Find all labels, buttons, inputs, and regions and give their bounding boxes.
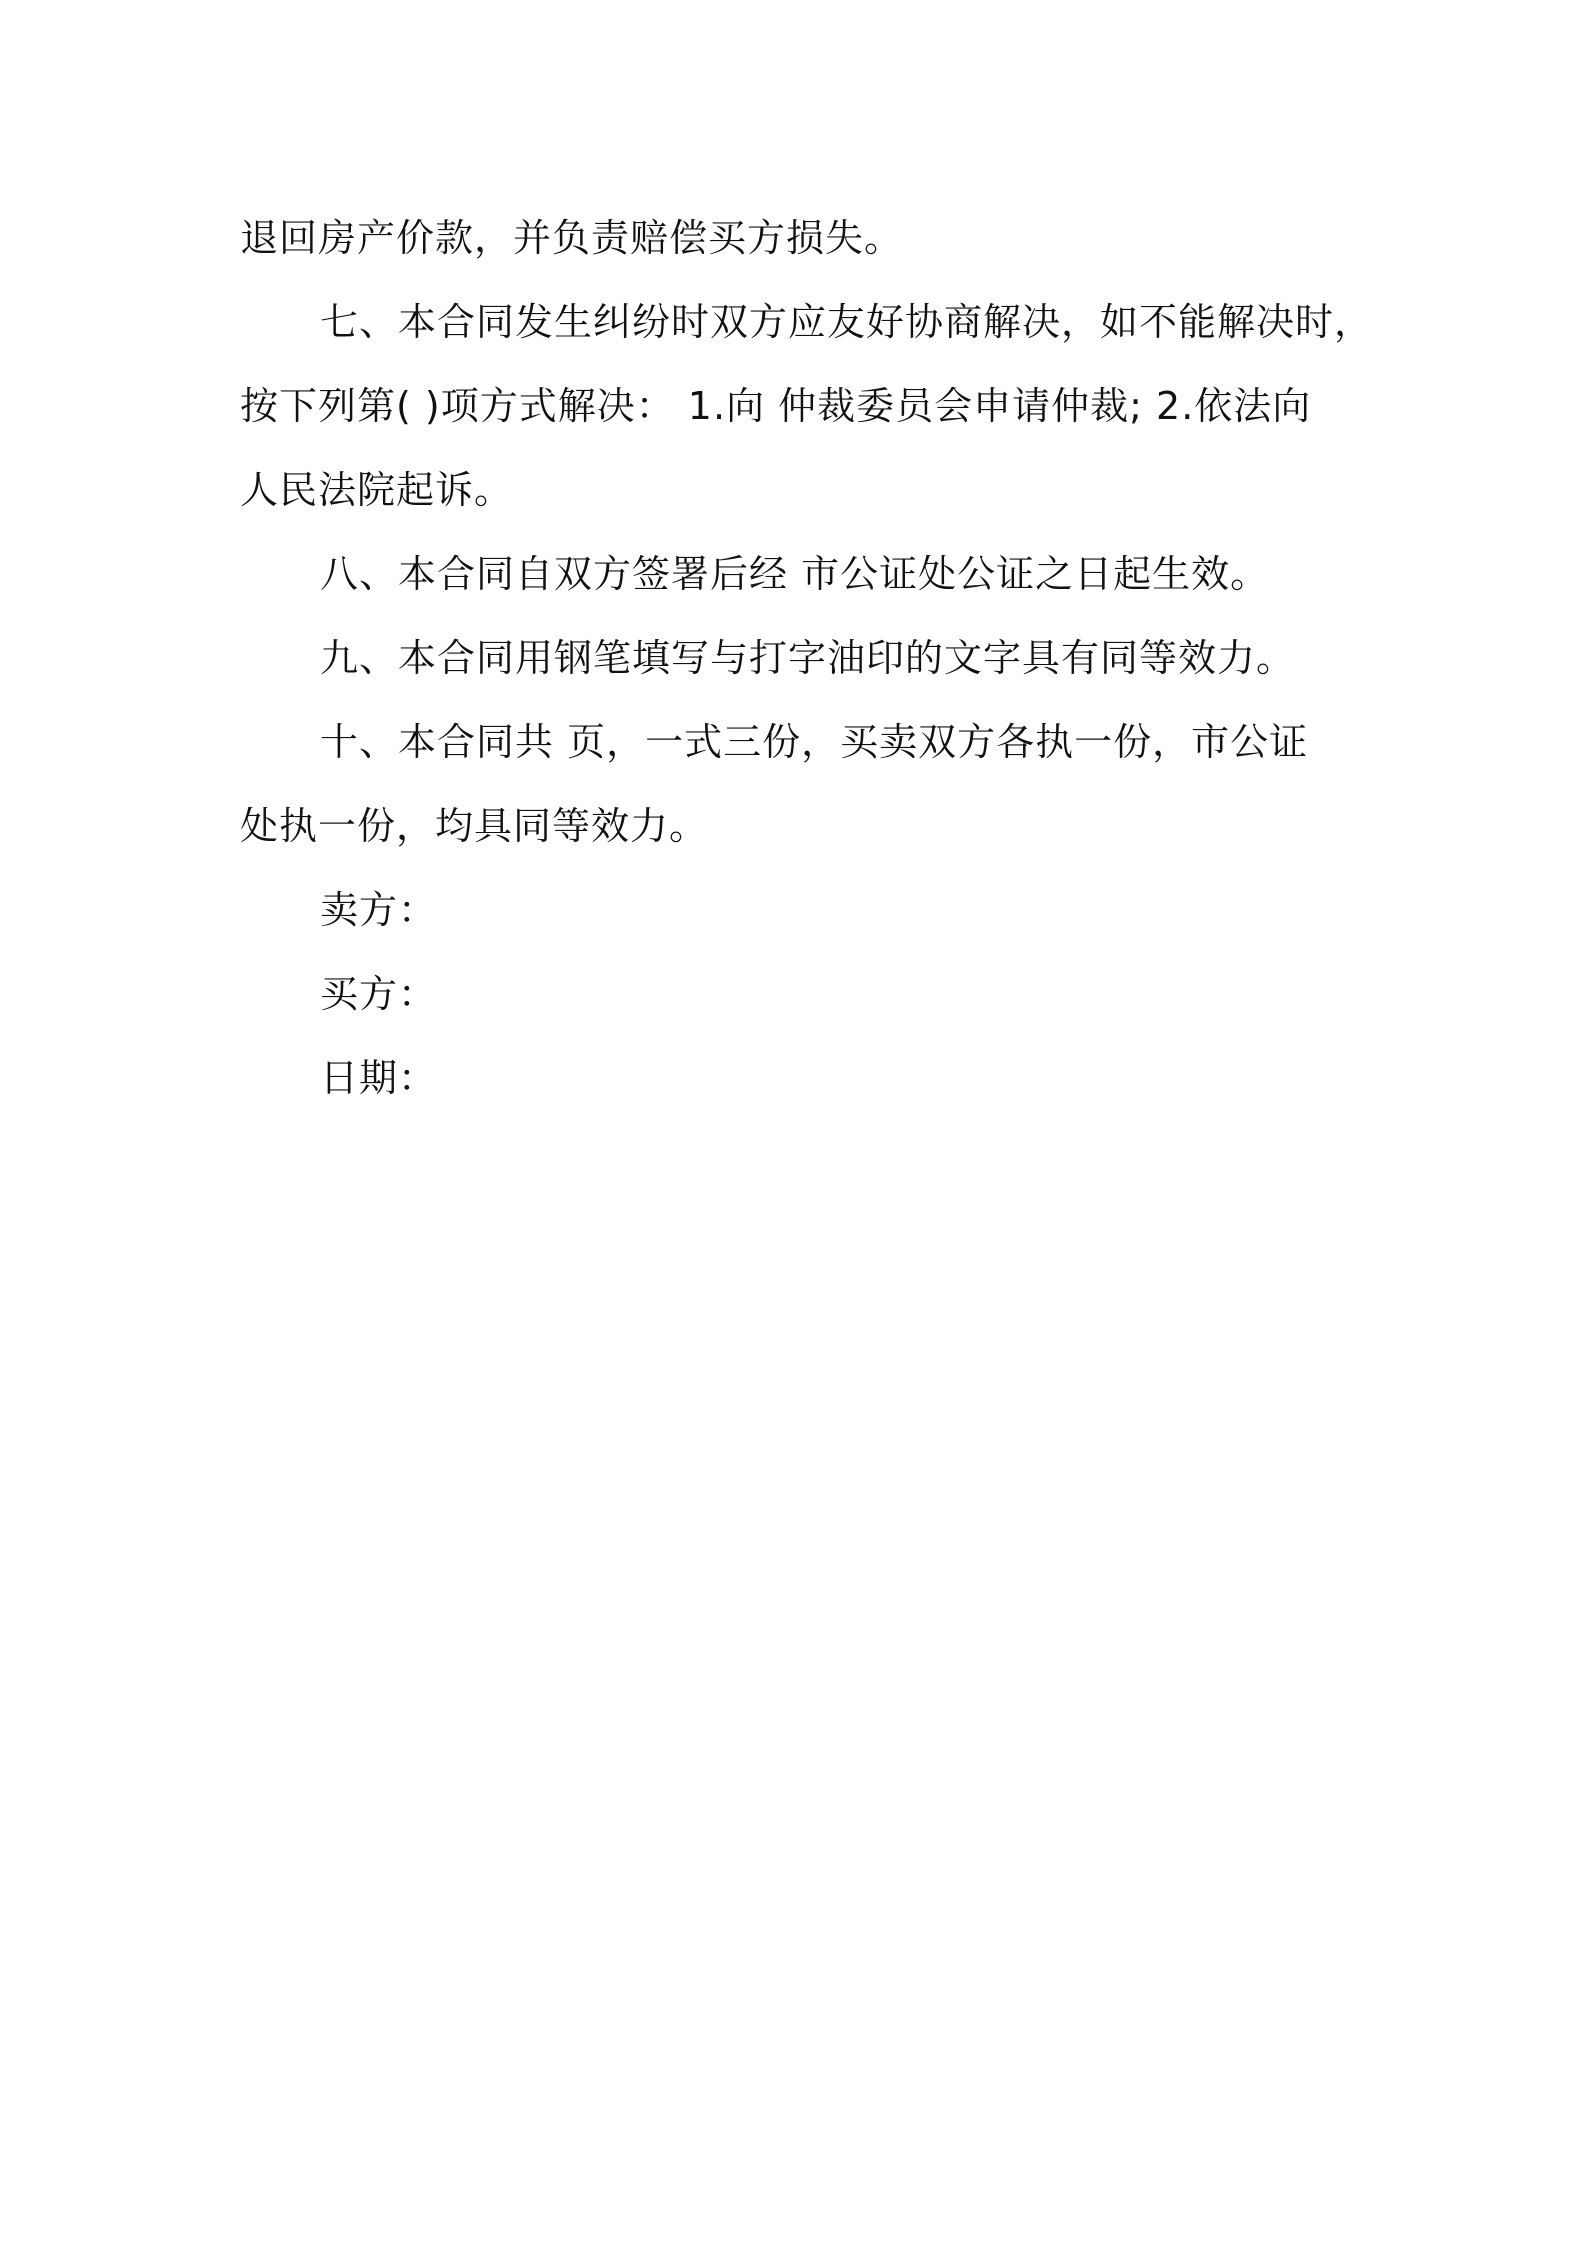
clause-7-line-2: 按下列第( )项方式解决： 1.向 仲裁委员会申请仲裁; 2.依法向	[240, 384, 1312, 428]
seller-signature-label: 卖方：	[320, 888, 438, 932]
date-label: 日期：	[320, 1056, 438, 1100]
clause-7-line-3: 人民法院起诉。	[240, 468, 514, 512]
document-body	[240, 196, 1374, 1120]
buyer-signature-label: 买方：	[320, 972, 438, 1016]
clause-8: 八、本合同自双方签署后经 市公证处公证之日起生效。	[320, 552, 1270, 596]
clause-6-continuation: 退回房产价款，并负责赔偿买方损失。	[240, 216, 904, 260]
clause-7-line-1: 七、本合同发生纠纷时双方应友好协商解决，如不能解决时，	[320, 300, 1374, 344]
clause-10-line-1: 十、本合同共 页，一式三份，买卖双方各执一份，市公证	[320, 720, 1309, 764]
clause-10-line-2: 处执一份，均具同等效力。	[240, 804, 709, 848]
clause-9: 九、本合同用钢笔填写与打字油印的文字具有同等效力。	[320, 636, 1296, 680]
